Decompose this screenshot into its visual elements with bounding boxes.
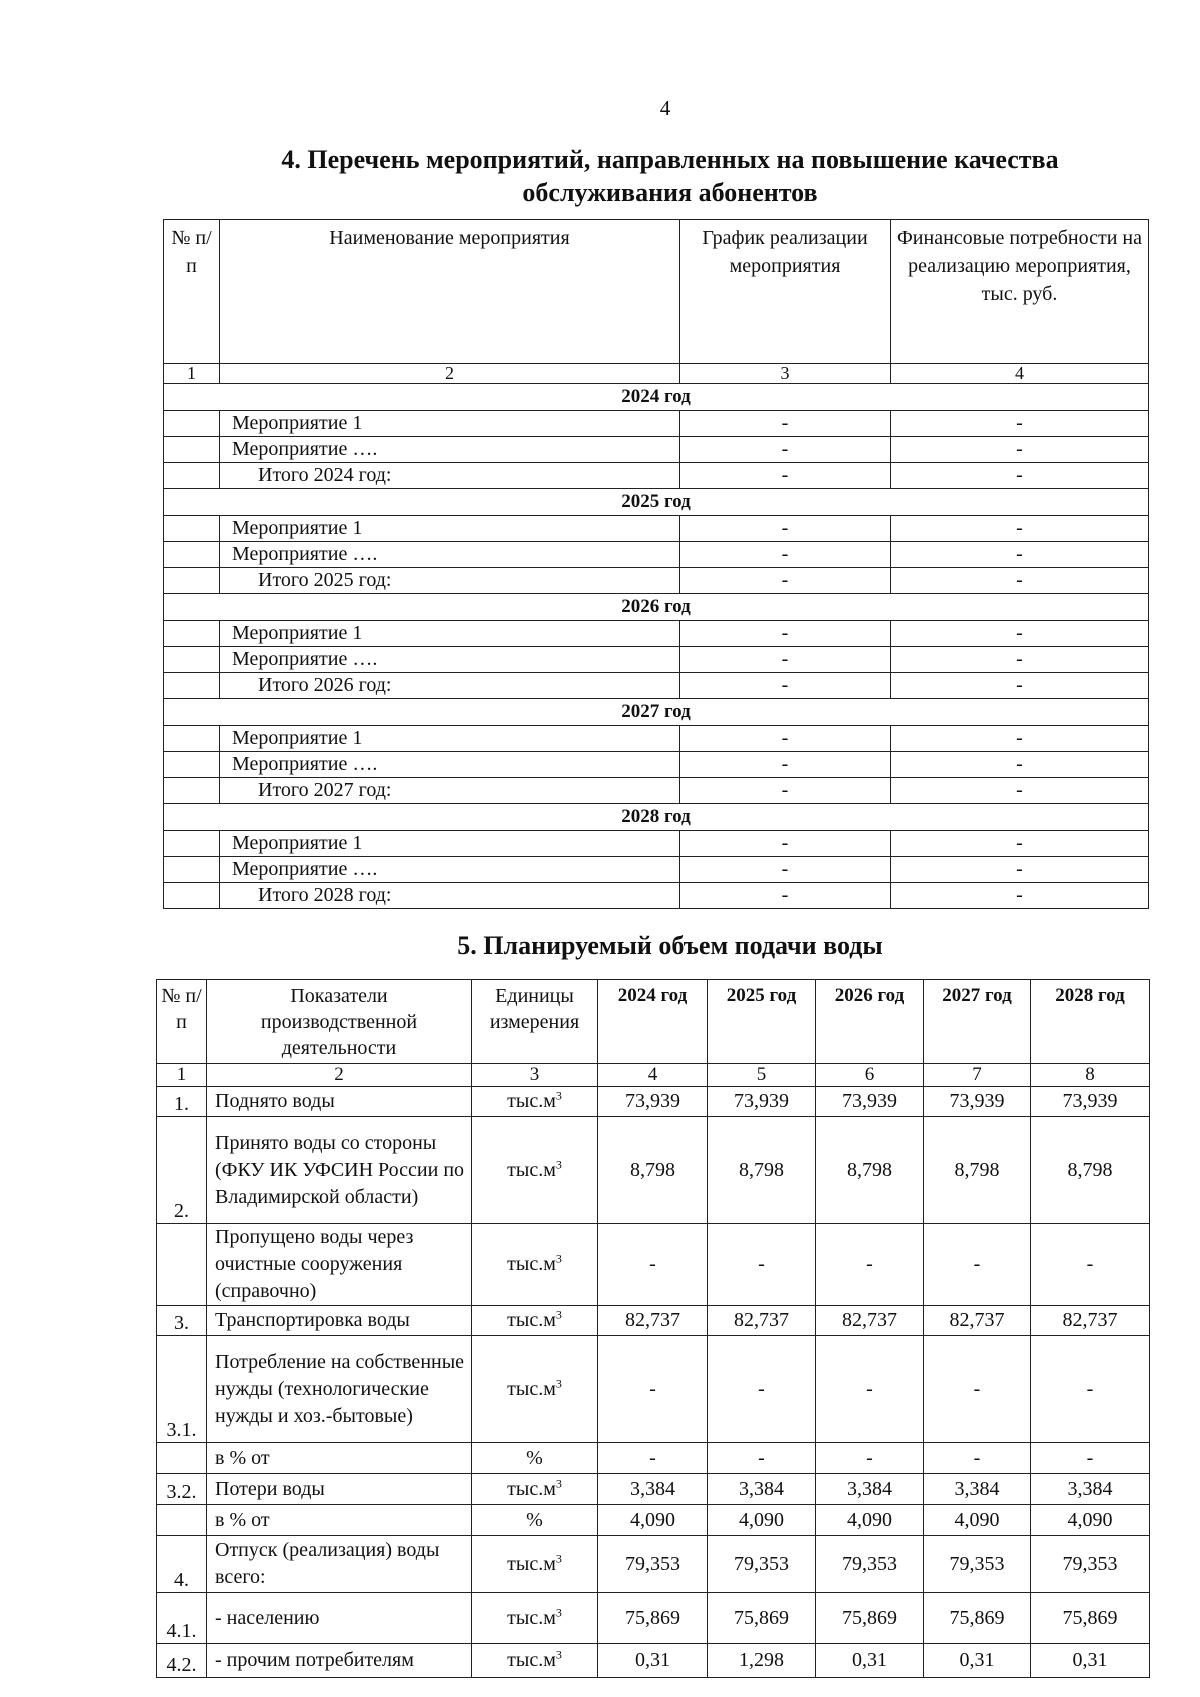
- measure-number: [164, 778, 220, 804]
- year-value: 73,939: [598, 1087, 708, 1117]
- column-number: 4: [598, 1064, 708, 1087]
- unit-exponent: 3: [555, 1307, 562, 1322]
- year-value: 8,798: [924, 1117, 1031, 1224]
- column-number: 5: [708, 1064, 816, 1087]
- measure-finance: -: [891, 437, 1149, 463]
- year-value: 73,939: [924, 1087, 1031, 1117]
- year-value: 4,090: [924, 1505, 1031, 1536]
- measure-number: [164, 621, 220, 647]
- year-value: -: [598, 1224, 708, 1306]
- measure-finance: -: [891, 673, 1149, 699]
- header-measure-name: Наименование мероприятия: [220, 220, 680, 364]
- unit-text: тыс.м: [507, 1477, 556, 1500]
- year-value: 8,798: [816, 1117, 924, 1224]
- measure-finance: -: [891, 752, 1149, 778]
- measure-number: [164, 726, 220, 752]
- year-value: 0,31: [816, 1644, 924, 1678]
- year-total-row: [164, 673, 1149, 699]
- unit-text: тыс.м: [507, 1606, 556, 1629]
- unit-exponent: 3: [555, 1604, 562, 1619]
- year-value: 4,090: [816, 1505, 924, 1536]
- year-value: 3,384: [1031, 1474, 1150, 1505]
- measure-name: Итого 2026 год:: [220, 673, 680, 699]
- measure-row: [164, 831, 1149, 857]
- measure-row: [164, 857, 1149, 883]
- measure-name: Итого 2028 год:: [220, 883, 680, 909]
- indicator-name: Потери воды: [207, 1474, 472, 1505]
- unit-cell: [472, 1087, 598, 1117]
- year-value: -: [708, 1336, 816, 1443]
- unit-cell: %: [472, 1443, 598, 1474]
- year-value: -: [924, 1224, 1031, 1306]
- indicator-name: Пропущено воды через очистные сооружения (справочно): [207, 1224, 472, 1306]
- year-value: 79,353: [598, 1536, 708, 1593]
- measure-finance: -: [891, 621, 1149, 647]
- unit-cell: [472, 1117, 598, 1224]
- measure-number: [164, 463, 220, 489]
- year-value: 1,298: [708, 1644, 816, 1678]
- year-value: -: [598, 1443, 708, 1474]
- measure-schedule: -: [680, 883, 891, 909]
- year-value: 0,31: [1031, 1644, 1150, 1678]
- year-group-row: [164, 804, 1149, 831]
- indicator-row: [157, 1224, 1150, 1306]
- year-value: -: [1031, 1443, 1150, 1474]
- year-value: 82,737: [708, 1306, 816, 1336]
- indicator-row: [157, 1443, 1150, 1474]
- year-total-row: [164, 463, 1149, 489]
- indicator-name: - прочим потребителям: [207, 1644, 472, 1678]
- column-number: 1: [157, 1064, 207, 1087]
- year-value: 4,090: [598, 1505, 708, 1536]
- year-value: -: [708, 1224, 816, 1306]
- year-value: 73,939: [708, 1087, 816, 1117]
- measure-schedule: -: [680, 857, 891, 883]
- page-number: 4: [659, 96, 671, 120]
- unit-text: тыс.м: [507, 1253, 556, 1275]
- measure-name: Мероприятие 1: [220, 831, 680, 857]
- measures-header-row: [164, 220, 1149, 364]
- indicator-row: [157, 1336, 1150, 1443]
- measure-schedule: -: [680, 726, 891, 752]
- measure-schedule: -: [680, 542, 891, 568]
- year-value: 3,384: [708, 1474, 816, 1505]
- unit-cell: [472, 1644, 598, 1678]
- measure-number: [164, 831, 220, 857]
- column-number: 8: [1031, 1064, 1150, 1087]
- year-group-row: [164, 699, 1149, 726]
- row-number: [157, 1505, 207, 1536]
- indicator-row: [157, 1644, 1150, 1678]
- row-number: 4.2.: [157, 1644, 207, 1678]
- water-column-number-row: [157, 1064, 1150, 1087]
- section-4-title: 4. Перечень мероприятий, направленных на повышение качества обслуживания абонентов: [281, 145, 1059, 207]
- measure-schedule: -: [680, 752, 891, 778]
- measure-finance: -: [891, 857, 1149, 883]
- measure-finance: -: [891, 411, 1149, 437]
- header-year: 2025 год: [708, 980, 816, 1064]
- year-total-row: [164, 778, 1149, 804]
- indicator-row: [157, 1593, 1150, 1644]
- unit-text: тыс.м: [507, 1158, 556, 1181]
- column-number: 3: [472, 1064, 598, 1087]
- year-value: 82,737: [598, 1306, 708, 1336]
- column-number: 3: [680, 364, 891, 384]
- column-number: 6: [816, 1064, 924, 1087]
- row-number: [157, 1443, 207, 1474]
- measure-finance: -: [891, 516, 1149, 542]
- unit-text: тыс.м: [507, 1090, 556, 1112]
- unit-exponent: 3: [555, 1375, 562, 1390]
- year-value: 4,090: [1031, 1505, 1150, 1536]
- year-value: -: [708, 1443, 816, 1474]
- header-year: 2027 год: [924, 980, 1031, 1064]
- year-value: 8,798: [1031, 1117, 1150, 1224]
- unit-exponent: 3: [555, 1156, 562, 1171]
- row-number: 3.1.: [157, 1336, 207, 1443]
- year-value: -: [598, 1336, 708, 1443]
- year-group-label: 2026 год: [164, 594, 1149, 621]
- indicator-row: [157, 1117, 1150, 1224]
- year-group-label: 2025 год: [164, 489, 1149, 516]
- unit-text: тыс.м: [507, 1649, 556, 1671]
- year-total-row: [164, 883, 1149, 909]
- measure-schedule: -: [680, 411, 891, 437]
- header-year: 2028 год: [1031, 980, 1150, 1064]
- year-value: 75,869: [708, 1593, 816, 1644]
- year-value: 8,798: [708, 1117, 816, 1224]
- year-value: 82,737: [816, 1306, 924, 1336]
- measure-row: [164, 542, 1149, 568]
- row-number: 4.1.: [157, 1593, 207, 1644]
- measure-number: [164, 568, 220, 594]
- unit-text: тыс.м: [507, 1309, 556, 1331]
- measure-name: Мероприятие ….: [220, 752, 680, 778]
- indicator-name: Отпуск (реализация) воды всего:: [207, 1536, 472, 1593]
- indicator-row: [157, 1087, 1150, 1117]
- year-value: 4,090: [708, 1505, 816, 1536]
- measure-row: [164, 621, 1149, 647]
- year-group-row: [164, 489, 1149, 516]
- measure-number: [164, 647, 220, 673]
- header-indicator: Показатели производственной деятельности: [207, 980, 472, 1064]
- year-value: 0,31: [924, 1644, 1031, 1678]
- year-value: 3,384: [816, 1474, 924, 1505]
- year-value: -: [816, 1336, 924, 1443]
- measure-number: [164, 542, 220, 568]
- year-value: -: [924, 1336, 1031, 1443]
- unit-cell: [472, 1336, 598, 1443]
- unit-text: тыс.м: [507, 1377, 556, 1400]
- unit-cell: %: [472, 1505, 598, 1536]
- header-year: 2024 год: [598, 980, 708, 1064]
- measure-row: [164, 411, 1149, 437]
- measure-row: [164, 647, 1149, 673]
- row-number: [157, 1224, 207, 1306]
- measure-number: [164, 752, 220, 778]
- indicator-row: [157, 1536, 1150, 1593]
- year-value: 79,353: [708, 1536, 816, 1593]
- year-value: -: [924, 1443, 1031, 1474]
- measure-schedule: -: [680, 778, 891, 804]
- header-number: № п/п: [157, 980, 207, 1064]
- year-value: 79,353: [924, 1536, 1031, 1593]
- measure-row: [164, 437, 1149, 463]
- measure-row: [164, 752, 1149, 778]
- measure-name: Итого 2025 год:: [220, 568, 680, 594]
- year-total-row: [164, 568, 1149, 594]
- measure-finance: -: [891, 883, 1149, 909]
- header-finance: Финансовые потребности на реализацию мероприятия, тыс. руб.: [891, 220, 1149, 364]
- row-number: 3.2.: [157, 1474, 207, 1505]
- indicator-name: Транспортировка воды: [207, 1306, 472, 1336]
- year-value: 75,869: [598, 1593, 708, 1644]
- measure-number: [164, 411, 220, 437]
- measure-name: Мероприятие ….: [220, 647, 680, 673]
- year-value: -: [1031, 1224, 1150, 1306]
- unit-exponent: 3: [555, 1251, 562, 1266]
- measure-schedule: -: [680, 831, 891, 857]
- indicator-row: [157, 1505, 1150, 1536]
- column-number: 4: [891, 364, 1149, 384]
- measures-column-number-row: [164, 364, 1149, 384]
- water-header-row: [157, 980, 1150, 1064]
- measure-number: [164, 516, 220, 542]
- measure-name: Мероприятие 1: [220, 516, 680, 542]
- measure-schedule: -: [680, 647, 891, 673]
- unit-text: тыс.м: [507, 1552, 556, 1575]
- measure-finance: -: [891, 542, 1149, 568]
- indicator-row: [157, 1474, 1150, 1505]
- year-value: 75,869: [924, 1593, 1031, 1644]
- measure-number: [164, 673, 220, 699]
- unit-cell: [472, 1224, 598, 1306]
- measure-number: [164, 857, 220, 883]
- measure-number: [164, 437, 220, 463]
- unit-exponent: 3: [555, 1088, 562, 1103]
- measure-finance: -: [891, 726, 1149, 752]
- measure-schedule: -: [680, 516, 891, 542]
- year-value: 73,939: [1031, 1087, 1150, 1117]
- unit-cell: [472, 1536, 598, 1593]
- unit-exponent: 3: [555, 1550, 562, 1565]
- measure-name: Мероприятие ….: [220, 542, 680, 568]
- measures-table: [163, 219, 1149, 909]
- row-number: 1.: [157, 1087, 207, 1117]
- year-value: 8,798: [598, 1117, 708, 1224]
- year-value: -: [816, 1443, 924, 1474]
- measure-row: [164, 726, 1149, 752]
- row-number: 4.: [157, 1536, 207, 1593]
- indicator-row: [157, 1306, 1150, 1336]
- measure-finance: -: [891, 778, 1149, 804]
- year-value: 3,384: [924, 1474, 1031, 1505]
- measure-schedule: -: [680, 621, 891, 647]
- year-group-label: 2028 год: [164, 804, 1149, 831]
- year-value: 82,737: [924, 1306, 1031, 1336]
- header-unit: Единицы измерения: [472, 980, 598, 1064]
- indicator-name: в % от: [207, 1443, 472, 1474]
- unit-cell: [472, 1306, 598, 1336]
- year-value: -: [816, 1224, 924, 1306]
- measure-finance: -: [891, 831, 1149, 857]
- measure-schedule: -: [680, 463, 891, 489]
- year-group-row: [164, 384, 1149, 411]
- measure-finance: -: [891, 647, 1149, 673]
- year-value: 79,353: [1031, 1536, 1150, 1593]
- water-supply-table: [156, 979, 1150, 1678]
- measure-number: [164, 883, 220, 909]
- measure-finance: -: [891, 568, 1149, 594]
- measure-row: [164, 516, 1149, 542]
- measure-schedule: -: [680, 673, 891, 699]
- year-value: 82,737: [1031, 1306, 1150, 1336]
- column-number: 2: [220, 364, 680, 384]
- measure-name: Мероприятие 1: [220, 726, 680, 752]
- measure-name: Мероприятие ….: [220, 857, 680, 883]
- year-value: 79,353: [816, 1536, 924, 1593]
- year-value: 75,869: [816, 1593, 924, 1644]
- year-value: 0,31: [598, 1644, 708, 1678]
- indicator-name: - населению: [207, 1593, 472, 1644]
- measure-name: Мероприятие 1: [220, 621, 680, 647]
- measure-name: Итого 2027 год:: [220, 778, 680, 804]
- unit-exponent: 3: [555, 1647, 562, 1662]
- unit-exponent: 3: [555, 1475, 562, 1490]
- section-5-title: 5. Планируемый объем подачи воды: [457, 931, 883, 960]
- unit-cell: [472, 1593, 598, 1644]
- header-number: № п/п: [164, 220, 220, 364]
- year-group-label: 2024 год: [164, 384, 1149, 411]
- row-number: 2.: [157, 1117, 207, 1224]
- year-value: -: [1031, 1336, 1150, 1443]
- indicator-name: в % от: [207, 1505, 472, 1536]
- year-value: 3,384: [598, 1474, 708, 1505]
- header-year: 2026 год: [816, 980, 924, 1064]
- indicator-name: Потребление на собственные нужды (технологические нужды и хоз.-бытовые): [207, 1336, 472, 1443]
- measure-name: Мероприятие 1: [220, 411, 680, 437]
- measure-schedule: -: [680, 568, 891, 594]
- column-number: 1: [164, 364, 220, 384]
- measure-finance: -: [891, 463, 1149, 489]
- header-schedule: График реализации мероприятия: [680, 220, 891, 364]
- measure-name: Итого 2024 год:: [220, 463, 680, 489]
- measure-schedule: -: [680, 437, 891, 463]
- year-value: 73,939: [816, 1087, 924, 1117]
- indicator-name: Принято воды со стороны (ФКУ ИК УФСИН России по Владимирской области): [207, 1117, 472, 1224]
- indicator-name: Поднято воды: [207, 1087, 472, 1117]
- year-value: 75,869: [1031, 1593, 1150, 1644]
- year-group-label: 2027 год: [164, 699, 1149, 726]
- year-group-row: [164, 594, 1149, 621]
- column-number: 7: [924, 1064, 1031, 1087]
- unit-cell: [472, 1474, 598, 1505]
- row-number: 3.: [157, 1306, 207, 1336]
- column-number: 2: [207, 1064, 472, 1087]
- measure-name: Мероприятие ….: [220, 437, 680, 463]
